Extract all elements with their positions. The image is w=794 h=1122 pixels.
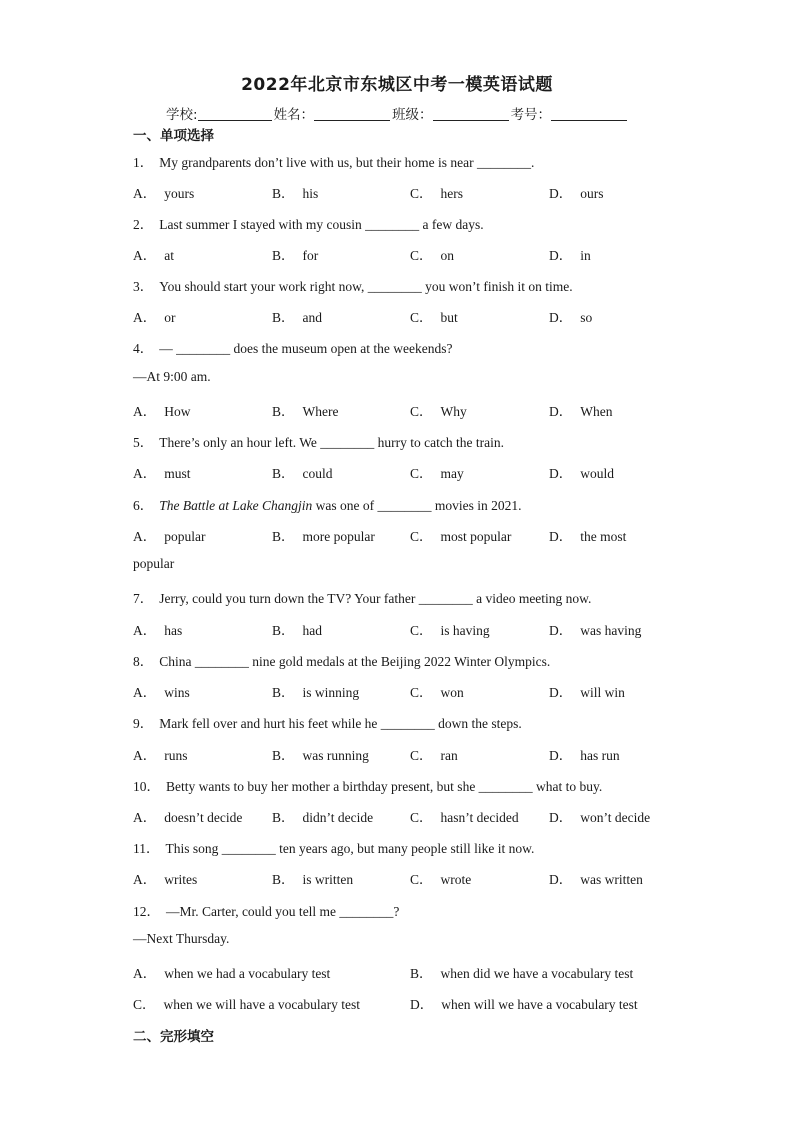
option-c [410,400,467,420]
option-c [410,806,519,826]
question-9 [133,712,522,732]
option-text: hasn’t decided [440,810,519,825]
option-text: on [440,248,455,263]
question-6 [133,494,521,514]
school-label: 学校: [166,107,198,123]
option-text: when will we have a vocabulary test [441,997,638,1012]
option-letter: D． [549,404,573,419]
option-text: has [164,623,183,638]
question-2 [133,213,484,233]
option-text: is winning [302,685,360,700]
option-text: won [440,685,464,700]
option-a [133,619,182,639]
option-text: Why [440,404,467,419]
option-d [549,306,592,326]
question-number: 11． [133,841,160,856]
option-text: most popular [440,529,512,544]
question-number: 3． [133,279,154,294]
option-text: Where [302,404,339,419]
question-number: 6． [133,498,154,513]
option-d-wrap: popular [133,556,175,571]
option-text: would [580,466,614,481]
option-text: wrote [440,872,472,887]
option-text: when we will have a vocabulary test [163,997,360,1012]
question-text: — ________ does the museum open at the weekends? [159,341,453,356]
options-12-row2 [133,993,693,1013]
option-letter: A． [133,466,157,481]
option-letter: B． [410,966,433,981]
option-text: ran [440,748,458,763]
movie-title: The Battle at Lake Changjin [159,498,313,513]
question-3 [133,275,573,295]
question-text: There’s only an hour left. We ________ hurry to catch the train. [159,435,504,450]
option-a [133,462,191,482]
option-text: when did we have a vocabulary test [440,966,634,981]
option-letter: B． [272,186,295,201]
options-9 [133,744,693,764]
option-d [549,681,625,701]
name-blank [314,106,390,121]
option-letter: C． [410,466,433,481]
question-number: 12． [133,904,160,919]
option-c [410,182,463,202]
option-letter: C． [410,529,433,544]
option-a [133,306,176,326]
option-text: was running [302,748,369,763]
option-letter: D． [549,872,573,887]
option-letter: A． [133,810,157,825]
options-10 [133,806,693,826]
option-text: How [164,404,191,419]
option-text: writes [164,872,198,887]
option-letter: D． [549,248,573,263]
question-number: 5． [133,435,154,450]
option-text: could [302,466,333,481]
option-letter: C． [410,186,433,201]
option-c [410,306,458,326]
option-letter: A． [133,404,157,419]
option-d [549,868,643,888]
question-11 [133,837,534,857]
option-c [410,462,464,482]
option-letter: A． [133,186,157,201]
section-heading-1: 一、单项选择 [133,128,214,144]
question-7 [133,587,591,607]
option-letter: D． [549,748,573,763]
option-b [272,806,373,826]
option-c [410,244,454,264]
question-4 [133,337,452,357]
option-text: the most [580,529,627,544]
option-b [272,306,322,326]
question-text: Mark fell over and hurt his feet while he ________ down the steps. [159,716,522,731]
option-text: at [164,248,174,263]
option-text: won’t decide [580,810,651,825]
option-letter: B． [272,685,295,700]
question-number: 9． [133,716,154,731]
option-letter: B． [272,466,295,481]
option-text: so [580,310,593,325]
option-d [549,806,650,826]
option-text: was written [580,872,643,887]
option-text: more popular [302,529,375,544]
option-b [272,681,359,701]
question-text: This song ________ ten years ago, but many people still like it now. [165,841,535,856]
option-letter: C． [410,748,433,763]
option-letter: A． [133,529,157,544]
option-d [549,244,591,264]
options-12-row1 [133,962,693,982]
question-text: My grandparents don’t live with us, but their home is near ________. [159,155,535,170]
question-text: Betty wants to buy her mother a birthday present, but she ________ what to buy. [166,779,603,794]
option-c [410,525,511,545]
option-a [133,806,242,826]
option-letter: D． [410,997,434,1012]
option-c [410,681,464,701]
option-b [272,462,333,482]
option-text: is having [440,623,490,638]
option-d [410,993,638,1013]
option-letter: D． [549,466,573,481]
option-letter: D． [549,685,573,700]
option-letter: A． [133,966,157,981]
option-text: hers [440,186,464,201]
option-letter: D． [549,529,573,544]
option-a [133,868,197,888]
option-text: When [580,404,613,419]
options-6 [133,525,693,545]
options-8 [133,681,693,701]
question-10 [133,775,602,795]
options-1 [133,182,693,202]
question-number: 2． [133,217,154,232]
option-letter: C． [410,872,433,887]
option-b [272,400,339,420]
options-2 [133,244,693,264]
option-letter: C． [410,248,433,263]
option-d [549,525,626,545]
option-letter: A． [133,623,157,638]
option-c [410,868,471,888]
option-letter: B． [272,310,295,325]
option-letter: A． [133,248,157,263]
option-a [133,962,330,982]
options-11 [133,868,693,888]
option-d [549,744,620,764]
option-c [410,744,458,764]
option-text: but [440,310,458,325]
question-12-reply: —Next Thursday. [133,931,230,946]
option-letter: C． [410,623,433,638]
question-number: 10． [133,779,160,794]
option-text: in [580,248,591,263]
student-info-line [166,103,629,123]
option-d [549,182,604,202]
option-c [133,993,360,1013]
option-text: has run [580,748,620,763]
option-text: yours [164,186,195,201]
option-a [133,182,194,202]
option-a [133,525,206,545]
option-letter: B． [272,748,295,763]
option-letter: C． [410,404,433,419]
option-text: wins [164,685,190,700]
school-blank [198,106,272,121]
question-text: Jerry, could you turn down the TV? Your father ________ a video meeting now. [159,591,592,606]
option-text: for [302,248,319,263]
option-letter: D． [549,623,573,638]
option-c [410,619,490,639]
option-text: his [302,186,319,201]
option-text: is written [302,872,354,887]
question-number: 8． [133,654,154,669]
option-b [272,868,353,888]
question-number: 1． [133,155,154,170]
question-8 [133,650,550,670]
class-label: 班级： [392,107,433,123]
option-a [133,400,191,420]
option-letter: B． [272,810,295,825]
option-a [133,244,174,264]
option-letter: A． [133,748,157,763]
question-text: China ________ nine gold medals at the Beijing 2022 Winter Olympics. [159,654,551,669]
option-b [272,525,375,545]
question-text: Last summer I stayed with my cousin ________ a few days. [159,217,484,232]
option-text: will win [580,685,625,700]
option-letter: A． [133,310,157,325]
option-text: must [164,466,191,481]
page-title: 2022年北京市东城区中考一模英语试题 [241,75,553,95]
question-text: was one of ________ movies in 2021. [312,498,522,513]
question-text: —Mr. Carter, could you tell me ________? [166,904,400,919]
options-4 [133,400,693,420]
option-a [133,681,190,701]
option-d [549,400,612,420]
option-letter: D． [549,310,573,325]
question-text: You should start your work right now, ________ you won’t finish it on time. [159,279,573,294]
option-text: and [302,310,323,325]
option-letter: A． [133,685,157,700]
question-number: 4． [133,341,154,356]
option-text: popular [164,529,206,544]
option-text: may [440,466,464,481]
option-b [272,244,318,264]
id-label: 考号： [510,107,552,123]
question-1 [133,151,534,171]
options-7 [133,619,693,639]
option-a [133,744,188,764]
option-text: was having [580,623,642,638]
option-letter: D． [549,186,573,201]
option-letter: C． [133,997,156,1012]
option-b [272,744,369,764]
option-letter: A． [133,872,157,887]
option-text: didn’t decide [302,810,374,825]
question-4-reply: —At 9:00 am. [133,369,211,384]
question-12 [133,900,399,920]
option-letter: B． [272,404,295,419]
option-text: when we had a vocabulary test [164,966,331,981]
option-letter: B． [272,248,295,263]
option-b [410,962,633,982]
option-letter: B． [272,623,295,638]
option-letter: C． [410,685,433,700]
class-blank [433,106,509,121]
options-5 [133,462,693,482]
option-b [272,619,322,639]
option-d [549,462,614,482]
option-text: had [302,623,323,638]
option-letter: B． [272,872,295,887]
option-text: ours [580,186,604,201]
options-3 [133,306,693,326]
section-heading-2: 二、完形填空 [133,1029,214,1045]
question-5 [133,431,504,451]
option-letter: C． [410,810,433,825]
option-letter: D． [549,810,573,825]
name-label: 姓名： [273,107,315,123]
option-text: or [164,310,176,325]
option-text: doesn’t decide [164,810,243,825]
option-letter: B． [272,529,295,544]
option-letter: C． [410,310,433,325]
option-text: runs [164,748,188,763]
id-blank [551,106,627,121]
question-number: 7． [133,591,154,606]
option-b [272,182,318,202]
option-d [549,619,641,639]
